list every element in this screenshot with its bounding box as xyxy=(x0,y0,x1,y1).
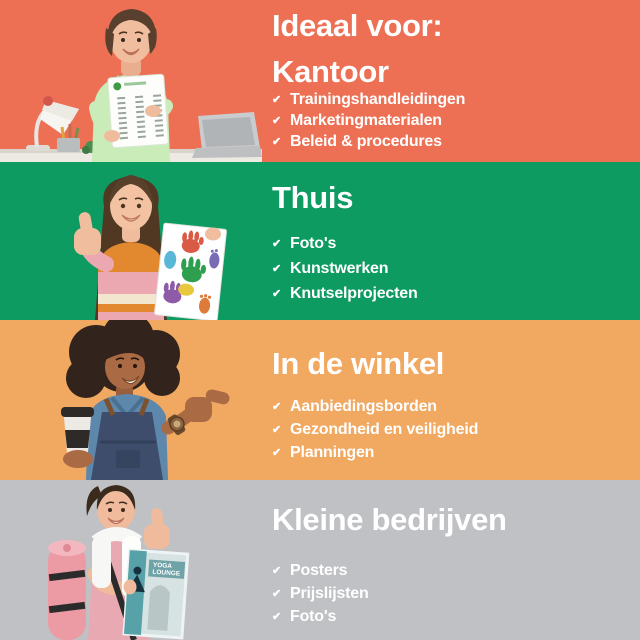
checklist xyxy=(272,560,369,629)
section-in-de-winkel xyxy=(0,320,640,480)
thumbs-up-hand xyxy=(74,211,101,255)
checklist-item xyxy=(272,132,465,153)
page-title: Ideaal voor: xyxy=(272,8,443,43)
checklist-item xyxy=(272,282,418,307)
left-hand xyxy=(104,130,120,142)
checklist-item xyxy=(272,111,465,132)
checklist-item xyxy=(272,442,478,465)
check-icon: ✔ xyxy=(272,263,282,275)
right-hand xyxy=(145,105,161,117)
check-icon: ✔ xyxy=(272,238,282,250)
checklist-item xyxy=(272,232,418,257)
photo-office-woman xyxy=(0,0,262,162)
checklist-item-label: Aanbiedingsborden xyxy=(290,398,437,415)
checklist-item xyxy=(272,606,369,629)
check-icon: ✔ xyxy=(272,424,282,436)
section-heading: In de winkel xyxy=(272,346,445,381)
section-kleine-bedrijven xyxy=(0,480,640,640)
check-icon: ✔ xyxy=(272,115,282,127)
section-heading: Kleine bedrijven xyxy=(272,502,507,537)
section-heading: Thuis xyxy=(272,180,354,215)
checklist xyxy=(272,396,478,465)
section-kantoor xyxy=(0,0,640,162)
section-heading: Kantoor xyxy=(272,54,389,89)
gripping-hand xyxy=(205,228,221,241)
check-icon: ✔ xyxy=(272,565,282,577)
poster-title-line2: LOUNGE xyxy=(152,568,181,578)
checklist-item-label: Trainingshandleidingen xyxy=(290,91,466,108)
check-icon: ✔ xyxy=(272,288,282,300)
check-icon: ✔ xyxy=(272,588,282,600)
pointing-thumb-hand xyxy=(185,388,231,422)
checklist-item-label: Prijslijsten xyxy=(290,585,369,602)
checklist xyxy=(272,90,465,153)
checklist-item-label: Knutselprojecten xyxy=(290,285,418,302)
check-icon: ✔ xyxy=(272,136,282,148)
checklist-item-label: Beleid & procedures xyxy=(290,133,442,150)
checklist-item xyxy=(272,257,418,282)
checklist-item-label: Gezondheid en veiligheid xyxy=(290,421,479,438)
check-icon: ✔ xyxy=(272,401,282,413)
photo-barista-woman xyxy=(0,320,262,480)
section-thuis xyxy=(0,162,640,320)
poster-title-line1: YOGA xyxy=(152,561,173,571)
checklist-item xyxy=(272,560,369,583)
yoga-mat xyxy=(48,540,86,640)
check-icon: ✔ xyxy=(272,611,282,623)
checklist-item-label: Marketingmaterialen xyxy=(290,112,442,129)
check-icon: ✔ xyxy=(272,447,282,459)
checklist-item-label: Foto's xyxy=(290,608,337,625)
thumbs-up-hand xyxy=(144,507,170,549)
checklist-item-label: Planningen xyxy=(290,444,375,461)
hand-holding-cup xyxy=(63,450,93,468)
hand-holding-poster xyxy=(124,580,137,595)
checklist-item xyxy=(272,396,478,419)
laminated-yoga-poster xyxy=(124,550,188,638)
checklist-item-label: Kunstwerken xyxy=(290,260,389,277)
photo-yoga-woman xyxy=(0,480,262,640)
checklist-item xyxy=(272,419,478,442)
checklist-item xyxy=(272,583,369,606)
checklist xyxy=(272,232,418,307)
checklist-item-label: Foto's xyxy=(290,235,337,252)
checklist-item xyxy=(272,90,465,111)
check-icon: ✔ xyxy=(272,94,282,106)
laptop xyxy=(192,112,262,158)
checklist-item-label: Posters xyxy=(290,562,348,579)
photo-girl-artwork xyxy=(0,162,262,320)
